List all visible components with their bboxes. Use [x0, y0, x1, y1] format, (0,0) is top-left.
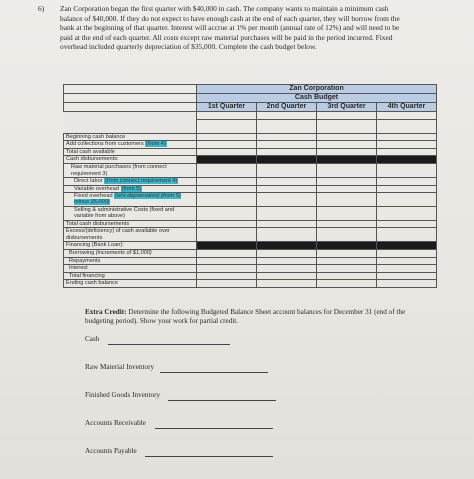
cell-labor-q4[interactable] [377, 178, 437, 185]
quarter-2-header: 2nd Quarter [257, 103, 317, 112]
fixed-note: (w/o depreciation) (from 5) minus 35,000) [74, 193, 181, 206]
cell-ending-q4[interactable] [377, 280, 437, 288]
cell-borrowing-q3[interactable] [317, 250, 377, 257]
row-financing: Financing (Bank Loan): [64, 242, 197, 250]
cell-interest-q2[interactable] [257, 265, 317, 272]
cash-budget [63, 84, 436, 288]
quarter-4-header: 4th Quarter [377, 103, 437, 112]
cell-interest-q3[interactable] [317, 265, 377, 272]
field-accounts-receivable-line[interactable] [155, 428, 273, 429]
company-name: Zan Corporation [197, 85, 437, 94]
row-borrowing: Borrowing (increments of $1,000) [64, 250, 197, 257]
cell-total-available-q4[interactable] [377, 148, 437, 155]
cell-raw-q3[interactable] [317, 164, 377, 178]
cell-fixed-q1[interactable] [197, 193, 257, 207]
cell-total-available-q3[interactable] [317, 148, 377, 155]
cell-total-available-q2[interactable] [257, 148, 317, 155]
cell-total-disb-q1[interactable] [197, 221, 257, 228]
field-accounts-receivable-label: Accounts Receivable [85, 419, 146, 427]
cell-interest-q4[interactable] [377, 265, 437, 272]
row-selling-admin: Selling & administrative Costs (fixed and variable from above) [64, 207, 197, 221]
cell-excess-q4[interactable] [377, 228, 437, 242]
cell-raw-q2[interactable] [257, 164, 317, 178]
row-disbursements: Cash disbursements: [64, 156, 197, 164]
cell-collections-q3[interactable] [317, 141, 377, 148]
cell-beginning-q1[interactable] [197, 134, 257, 141]
cell-repayments-q1[interactable] [197, 257, 257, 264]
cell-variable-q2[interactable] [257, 185, 317, 192]
cell-excess-q2[interactable] [257, 228, 317, 242]
row-ending-cash: Ending cash balance [64, 280, 197, 288]
field-accounts-payable-label: Accounts Payable [85, 447, 137, 455]
field-cash-line[interactable] [108, 344, 230, 345]
cell-ending-q1[interactable] [197, 280, 257, 288]
field-raw-material-label: Raw Material Inventory [85, 363, 155, 371]
cell-total-disb-q2[interactable] [257, 221, 317, 228]
row-total-disbursements: Total cash disbursements [64, 221, 197, 228]
cell-total-fin-q1[interactable] [197, 272, 257, 279]
cell-fixed-q4[interactable] [377, 193, 437, 207]
cell-selling-q3[interactable] [317, 207, 377, 221]
cell-borrowing-q4[interactable] [377, 250, 437, 257]
problem-number: 6) [38, 4, 45, 13]
quarter-1-header: 1st Quarter [197, 103, 257, 112]
cell-labor-q2[interactable] [257, 178, 317, 185]
row-total-financing: Total financing [64, 272, 197, 279]
cell-total-fin-q2[interactable] [257, 272, 317, 279]
variable-note: (from 5) [121, 185, 142, 192]
cell-beginning-q3[interactable] [317, 134, 377, 141]
field-finished-goods-label: Finished Goods Inventory [85, 391, 161, 399]
cell-interest-q1[interactable] [197, 265, 257, 272]
cell-total-fin-q3[interactable] [317, 272, 377, 279]
field-raw-material-line[interactable] [160, 372, 268, 373]
cell-fixed-q2[interactable] [257, 193, 317, 207]
cell-selling-q2[interactable] [257, 207, 317, 221]
cell-raw-q1[interactable] [197, 164, 257, 178]
cell-variable-q3[interactable] [317, 185, 377, 192]
field-cash-label: Cash [85, 335, 100, 343]
cell-total-available-q1[interactable] [197, 148, 257, 155]
cell-ending-q2[interactable] [257, 280, 317, 288]
cash-budget-table [63, 84, 437, 288]
cell-borrowing-q1[interactable] [197, 250, 257, 257]
extra-credit-text: Determine the following Budgeted Balance Sheet account balances for December 31 (end of the budgeting period). Show your work for partial credit. [85, 308, 406, 325]
problem-statement [38, 4, 410, 52]
cell-total-disb-q4[interactable] [377, 221, 437, 228]
budget-title: Cash Budget [197, 94, 437, 103]
problem-text: Zan Corporation began the first quarter with $40,000 in cash. The company wants to maintain a minimum cash balance of $40,000. If they do not expect to have enough cash at the end of each quarter, they will borrow from the bank at the beginning of that quarter. Interest will accrue at 1% per month (annual rate of 12%) and will need to be paid at the end of each quarter. All costs except raw material purchases will be paid in the period incurred. Fixed overhead included quarterly depreciation of $35,000. Complete the cash budget below. [60, 4, 400, 52]
cell-fixed-q3[interactable] [317, 193, 377, 207]
row-collections: Add collections from customers (from 4) [64, 141, 197, 148]
cell-labor-q3[interactable] [317, 178, 377, 185]
cell-total-fin-q4[interactable] [377, 272, 437, 279]
cell-selling-q4[interactable] [377, 207, 437, 221]
cell-borrowing-q2[interactable] [257, 250, 317, 257]
row-repayments: Repayments [64, 257, 197, 264]
cell-repayments-q4[interactable] [377, 257, 437, 264]
cell-beginning-q4[interactable] [377, 134, 437, 141]
row-fixed-overhead: Fixed overhead (w/o depreciation) (from 5) minus 35,000) [64, 193, 197, 207]
extra-credit-label: Extra Credit: [85, 308, 127, 316]
cell-ending-q3[interactable] [317, 280, 377, 288]
cell-repayments-q2[interactable] [257, 257, 317, 264]
row-direct-labor: Direct labor (from connect requirement 4) [64, 178, 197, 185]
cell-beginning-q2[interactable] [257, 134, 317, 141]
extra-credit [85, 308, 415, 326]
cell-excess-q1[interactable] [197, 228, 257, 242]
cell-raw-q4[interactable] [377, 164, 437, 178]
borrowing-note: (increments of $1,000) [95, 250, 152, 257]
cell-excess-q3[interactable] [317, 228, 377, 242]
row-beginning-cash: Beginning cash balance [64, 134, 197, 141]
row-total-available: Total cash available [64, 148, 197, 155]
collections-note: (from 4) [146, 141, 166, 148]
row-excess-deficiency: Excess/(deficiency) of cash available over disbursements [64, 228, 197, 242]
field-finished-goods-line[interactable] [168, 400, 276, 401]
row-variable-overhead: Variable overhead (from 5) [64, 185, 197, 192]
field-accounts-payable-line[interactable] [145, 456, 273, 457]
cell-collections-q4[interactable] [377, 141, 437, 148]
row-raw-material: Raw material purchases (from connect requirement 3) [64, 164, 197, 178]
cell-variable-q1[interactable] [197, 185, 257, 192]
cell-total-disb-q3[interactable] [317, 221, 377, 228]
cell-collections-q2[interactable] [257, 141, 317, 148]
cell-labor-q1[interactable] [197, 178, 257, 185]
cell-collections-q1[interactable] [197, 141, 257, 148]
row-interest: Interest [64, 265, 197, 272]
cell-variable-q4[interactable] [377, 185, 437, 192]
quarter-3-header: 3rd Quarter [317, 103, 377, 112]
cell-selling-q1[interactable] [197, 207, 257, 221]
labor-note: (from connect requirement 4) [105, 178, 178, 185]
cell-repayments-q3[interactable] [317, 257, 377, 264]
